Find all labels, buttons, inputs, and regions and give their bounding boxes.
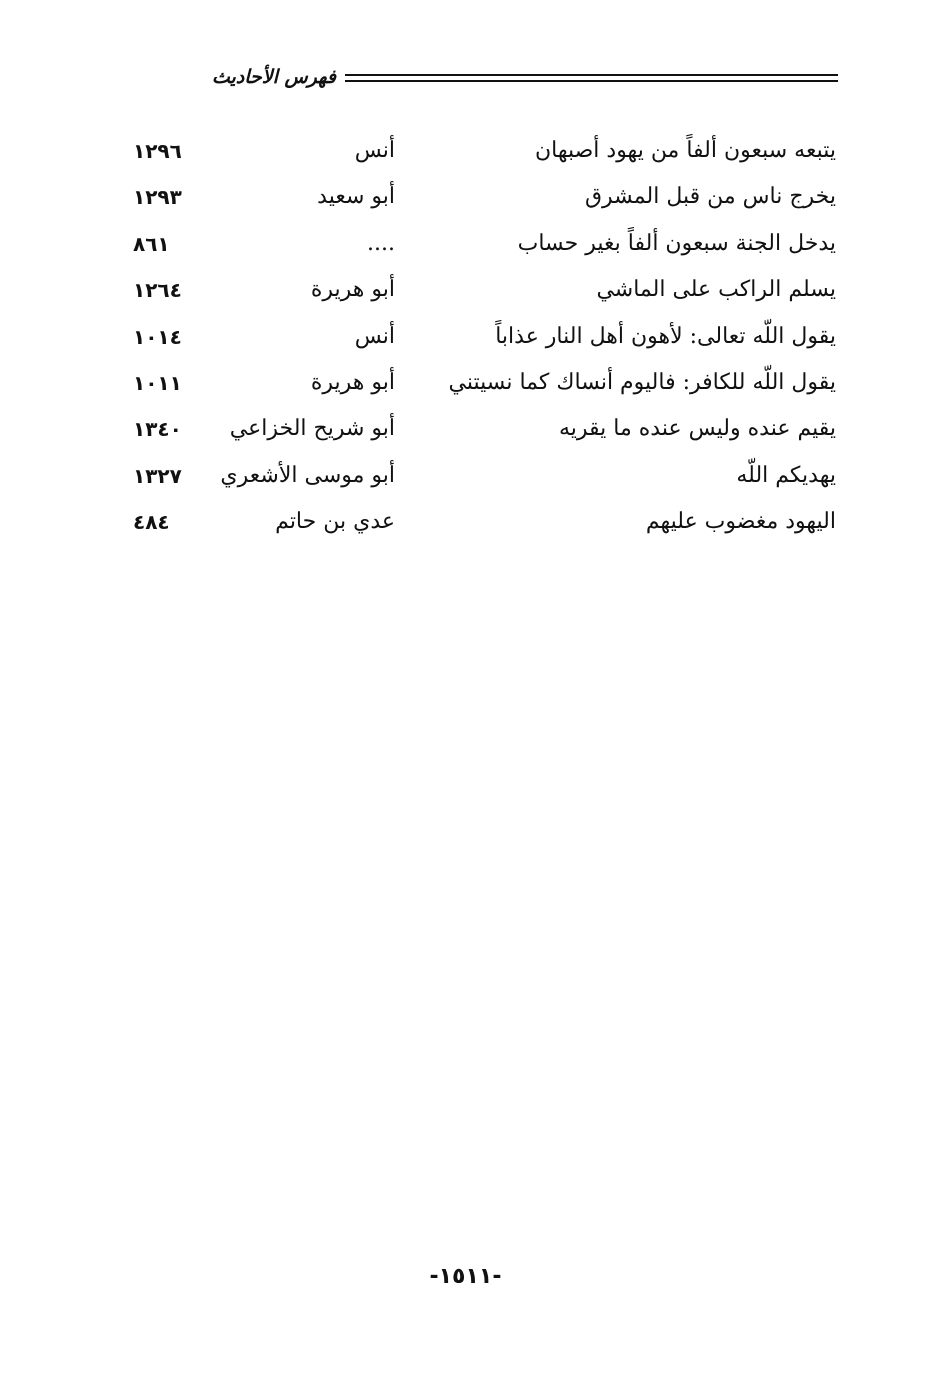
hadith-number: ١٢٩٦ — [133, 139, 182, 163]
narrator: أنس — [354, 138, 395, 163]
narrator: أبو شريح الخزاعي — [229, 416, 395, 442]
hadith-number: ١٣٢٧ — [133, 463, 182, 488]
index-row — [0, 267, 931, 313]
hadith-number: ١٠١١ — [133, 370, 182, 395]
index-row — [0, 174, 931, 220]
hadith-text: يهديكم اللّه — [736, 462, 836, 488]
hadith-text: يقول اللّه للكافر: فاليوم أنساك كما نسيتني — [448, 369, 836, 395]
index-row — [0, 314, 931, 360]
narrator: أبو هريرة — [310, 277, 395, 303]
narrator: .... — [367, 230, 395, 256]
narrator: عدي بن حاتم — [275, 509, 395, 535]
narrator: أبو موسى الأشعري — [220, 462, 395, 488]
header-title: فهرس الأحاديث — [211, 66, 336, 88]
index-row — [0, 499, 931, 545]
running-header — [128, 60, 838, 94]
header-rule-line — [345, 80, 838, 82]
hadith-number: ١٢٩٣ — [133, 185, 182, 210]
hadith-text: يقيم عنده وليس عنده ما يقريه — [559, 416, 836, 442]
index-row — [0, 406, 931, 452]
narrator: أبو سعيد — [317, 184, 395, 210]
index-row — [0, 128, 931, 174]
hadith-text: يدخل الجنة سبعون ألفاً بغير حساب — [517, 230, 836, 256]
index-row — [0, 360, 931, 406]
hadith-number: ١٠١٤ — [133, 324, 182, 349]
hadith-number: ٤٨٤ — [133, 510, 170, 535]
index-row — [0, 453, 931, 499]
narrator: أنس — [354, 323, 395, 349]
hadith-number: ١٣٤٠ — [133, 417, 182, 442]
page-number: -١٥١١- — [429, 1264, 502, 1289]
narrator: أبو هريرة — [310, 369, 395, 395]
header-rule-line — [345, 74, 838, 76]
hadith-text: اليهود مغضوب عليهم — [645, 509, 836, 535]
hadith-number: ٨٦١ — [133, 231, 170, 256]
hadith-number: ١٢٦٤ — [133, 278, 182, 303]
index-row — [0, 221, 931, 267]
hadith-text: يقول اللّه تعالى: لأهون أهل النار عذاباً — [495, 323, 836, 349]
hadith-text: يسلم الراكب على الماشي — [596, 277, 836, 303]
hadith-text: يتبعه سبعون ألفاً من يهود أصبهان — [534, 138, 836, 163]
header-double-rule — [345, 74, 838, 82]
hadith-index-list — [0, 128, 931, 546]
hadith-text: يخرج ناس من قبل المشرق — [584, 184, 836, 210]
